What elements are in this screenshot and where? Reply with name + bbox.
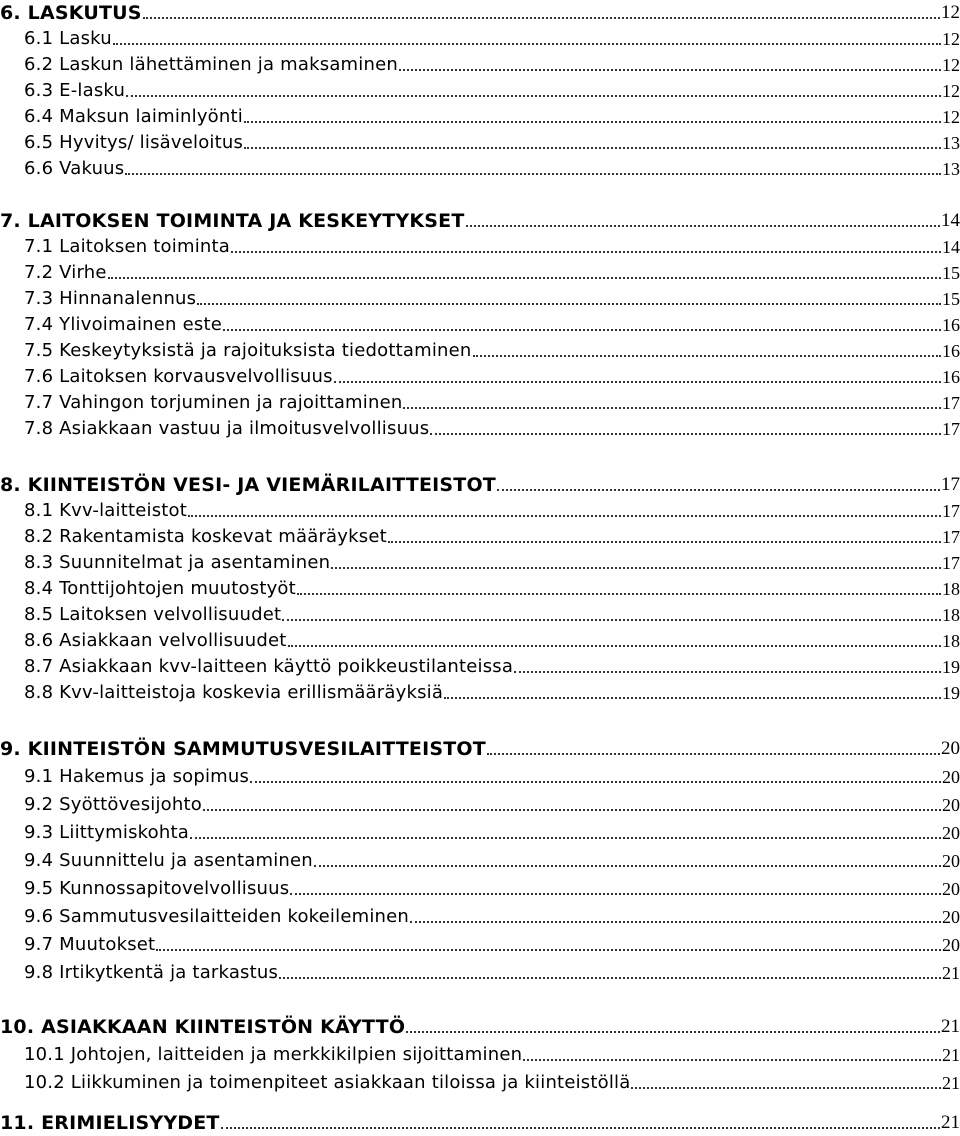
toc-heading[interactable] (0, 472, 960, 496)
toc-page-number: 20 (942, 767, 960, 787)
toc-entry[interactable] (0, 960, 960, 984)
toc-page-number: 21 (942, 1045, 960, 1065)
dot-leader (334, 381, 941, 383)
toc-page-number: 16 (942, 367, 960, 387)
toc-entry-title: 9.8 Irtikytkentä ja tarkastus (24, 962, 279, 983)
toc-entry[interactable] (0, 932, 960, 956)
toc-heading[interactable] (0, 208, 960, 232)
toc-entry-title: 9.4 Suunnittelu ja asentaminen (24, 850, 313, 871)
toc-page-number: 15 (942, 289, 960, 309)
toc-page-number: 14 (941, 210, 960, 231)
toc-entry[interactable] (0, 78, 960, 102)
toc-entry-title: 6.2 Laskun lähettäminen ja maksaminen (24, 54, 398, 75)
toc-page-number: 21 (942, 963, 960, 983)
toc-heading[interactable] (0, 1014, 960, 1038)
toc-entry[interactable] (0, 104, 960, 128)
toc-entry-title: 7.4 Ylivoimainen este (24, 314, 222, 335)
toc-heading-title: 8. KIINTEISTÖN VESI- JA VIEMÄRILAITTEISTOT (0, 474, 496, 496)
toc-page-number: 13 (942, 133, 960, 153)
toc-page-number: 20 (942, 879, 960, 899)
dot-leader (156, 949, 941, 951)
toc-entry[interactable] (0, 820, 960, 844)
dot-leader (108, 277, 941, 279)
toc-page-number: 17 (942, 501, 960, 521)
toc-page-number: 13 (942, 159, 960, 179)
toc-entry-title: 6.5 Hyvitys/ lisäveloitus (24, 132, 244, 153)
dot-leader (282, 619, 941, 621)
toc-entry-title: 6.3 E-lasku (24, 80, 126, 101)
toc-entry[interactable] (0, 416, 960, 440)
toc-entry-title: 6.6 Vakuus (24, 158, 125, 179)
toc-heading[interactable] (0, 736, 960, 760)
toc-entry[interactable] (0, 338, 960, 362)
dot-leader (444, 697, 941, 699)
toc-entry-title: 7.3 Hinnanalennus (24, 288, 197, 309)
toc-entry[interactable] (0, 680, 960, 704)
toc-entry[interactable] (0, 364, 960, 388)
dot-leader (297, 593, 941, 595)
toc-page-number: 19 (942, 657, 960, 677)
toc-entry-title: 7.6 Laitoksen korvausvelvollisuus (24, 366, 333, 387)
dot-leader (497, 489, 940, 491)
toc-entry[interactable] (0, 904, 960, 928)
toc-entry-title: 6.4 Maksun laiminlyönti (24, 106, 243, 127)
dot-leader (231, 251, 941, 253)
toc-entry-title: 9.6 Sammutusvesilaitteiden kokeileminen (24, 906, 410, 927)
toc-entry-title: 6.1 Lasku (24, 28, 112, 49)
toc-page-number: 20 (942, 851, 960, 871)
toc-page-number: 18 (942, 605, 960, 625)
toc-entry[interactable] (0, 1070, 960, 1094)
toc-page-number: 21 (941, 1112, 960, 1133)
toc-page-number: 12 (942, 81, 960, 101)
toc-heading-title: 6. LASKUTUS (0, 2, 142, 24)
toc-entry-title: 7.1 Laitoksen toiminta (24, 236, 230, 257)
dot-leader (203, 809, 941, 811)
toc-entry-title: 9.5 Kunnossapitovelvollisuus (24, 878, 290, 899)
toc-entry[interactable] (0, 524, 960, 548)
toc-entry[interactable] (0, 52, 960, 76)
dot-leader (143, 17, 940, 19)
toc-page-number: 20 (942, 795, 960, 815)
dot-leader (188, 515, 941, 517)
dot-leader (221, 1127, 940, 1129)
toc-page-number: 17 (942, 419, 960, 439)
dot-leader (223, 329, 941, 331)
dot-leader (514, 671, 941, 673)
dot-leader (314, 865, 941, 867)
toc-page-number: 18 (942, 579, 960, 599)
dot-leader (430, 433, 941, 435)
dot-leader (631, 1087, 941, 1089)
toc-heading-title: 10. ASIAKKAAN KIINTEISTÖN KÄYTTÖ (0, 1016, 406, 1038)
toc-entry[interactable] (0, 498, 960, 522)
toc-page-number: 17 (942, 527, 960, 547)
dot-leader (399, 69, 941, 71)
dot-leader (473, 355, 941, 357)
toc-entry[interactable] (0, 848, 960, 872)
dot-leader (487, 753, 940, 755)
toc-entry-title: 8.2 Rakentamista koskevat määräykset (24, 526, 387, 547)
toc-page-number: 18 (942, 631, 960, 651)
toc-entry-title: 8.5 Laitoksen velvollisuudet (24, 604, 282, 625)
toc-entry[interactable] (0, 602, 960, 626)
toc-entry-title: 8.8 Kvv-laitteistoja koskevia erillismääräyksiä (24, 682, 444, 703)
toc-entry[interactable] (0, 550, 960, 574)
toc-entry[interactable] (0, 130, 960, 154)
toc-page-number: 16 (942, 341, 960, 361)
dot-leader (403, 407, 941, 409)
toc-page-number: 17 (941, 474, 960, 495)
dot-leader (288, 645, 941, 647)
dot-leader (523, 1059, 941, 1061)
toc-page-number: 17 (942, 393, 960, 413)
toc-page-number: 20 (941, 738, 960, 759)
toc-page-number: 20 (942, 823, 960, 843)
toc-page-number: 21 (941, 1016, 960, 1037)
toc-entry-title: 8.3 Suunnitelmat ja asentaminen (24, 552, 331, 573)
toc-entry-title: 9.7 Muutokset (24, 934, 156, 955)
toc-heading-title: 11. ERIMIELISYYDET (0, 1112, 220, 1134)
toc-entry[interactable] (0, 654, 960, 678)
toc-entry[interactable] (0, 792, 960, 816)
toc-entry[interactable] (0, 156, 960, 180)
dot-leader (113, 43, 941, 45)
dot-leader (331, 567, 941, 569)
toc-entry[interactable] (0, 286, 960, 310)
toc-heading[interactable] (0, 1110, 960, 1134)
toc-heading-title: 7. LAITOKSEN TOIMINTA JA KESKEYTYKSET (0, 210, 465, 232)
toc-entry-title: 10.1 Johtojen, laitteiden ja merkkikilpien sijoittaminen (24, 1044, 523, 1065)
toc-page-number: 19 (942, 683, 960, 703)
toc-entry[interactable] (0, 628, 960, 652)
dot-leader (125, 173, 941, 175)
toc-page-number: 21 (942, 1073, 960, 1093)
toc-page-number: 16 (942, 315, 960, 335)
dot-leader (406, 1031, 940, 1033)
toc-entry[interactable] (0, 390, 960, 414)
toc-page-number: 20 (942, 935, 960, 955)
toc-page-number: 12 (942, 107, 960, 127)
dot-leader (244, 147, 941, 149)
toc-entry-title: 7.8 Asiakkaan vastuu ja ilmoitusvelvollisuus (24, 418, 430, 439)
toc-entry[interactable] (0, 1042, 960, 1066)
toc-page-number: 17 (942, 553, 960, 573)
toc-page-number: 15 (942, 263, 960, 283)
toc-page-number: 12 (942, 29, 960, 49)
toc-page-number: 20 (942, 907, 960, 927)
toc-entry[interactable] (0, 576, 960, 600)
dot-leader (126, 95, 941, 97)
dot-leader (388, 541, 941, 543)
toc-entry[interactable] (0, 764, 960, 788)
toc-entry-title: 9.3 Liittymiskohta (24, 822, 189, 843)
dot-leader (197, 303, 941, 305)
toc-heading-title: 9. KIINTEISTÖN SAMMUTUSVESILAITTEISTOT (0, 738, 486, 760)
toc-entry-title: 7.7 Vahingon torjuminen ja rajoittaminen (24, 392, 403, 413)
toc-page-number: 12 (942, 55, 960, 75)
dot-leader (290, 893, 941, 895)
toc-entry-title: 10.2 Liikkuminen ja toimenpiteet asiakkaan tiloissa ja kiinteistöllä (24, 1072, 631, 1093)
toc-entry[interactable] (0, 234, 960, 258)
dot-leader (244, 121, 941, 123)
dot-leader (190, 837, 941, 839)
toc-page-number: 14 (942, 237, 960, 257)
toc-entry-title: 8.1 Kvv-laitteistot (24, 500, 187, 521)
toc-entry[interactable] (0, 260, 960, 284)
toc-entry-title: 8.4 Tonttijohtojen muutostyöt (24, 578, 296, 599)
toc-entry-title: 8.6 Asiakkaan velvollisuudet (24, 630, 287, 651)
dot-leader (250, 781, 941, 783)
toc-entry-title: 9.1 Hakemus ja sopimus (24, 766, 250, 787)
dot-leader (410, 921, 941, 923)
toc-entry[interactable] (0, 312, 960, 336)
toc-entry-title: 7.5 Keskeytyksistä ja rajoituksista tiedottaminen (24, 340, 472, 361)
toc-page-number: 12 (941, 2, 960, 23)
toc-entry[interactable] (0, 26, 960, 50)
toc-heading[interactable] (0, 0, 960, 24)
toc-entry-title: 7.2 Virhe (24, 262, 107, 283)
toc-entry[interactable] (0, 876, 960, 900)
toc-entry-title: 9.2 Syöttövesijohto (24, 794, 202, 815)
dot-leader (279, 977, 941, 979)
toc-entry-title: 8.7 Asiakkaan kvv-laitteen käyttö poikkeustilanteissa (24, 656, 514, 677)
dot-leader (466, 225, 940, 227)
